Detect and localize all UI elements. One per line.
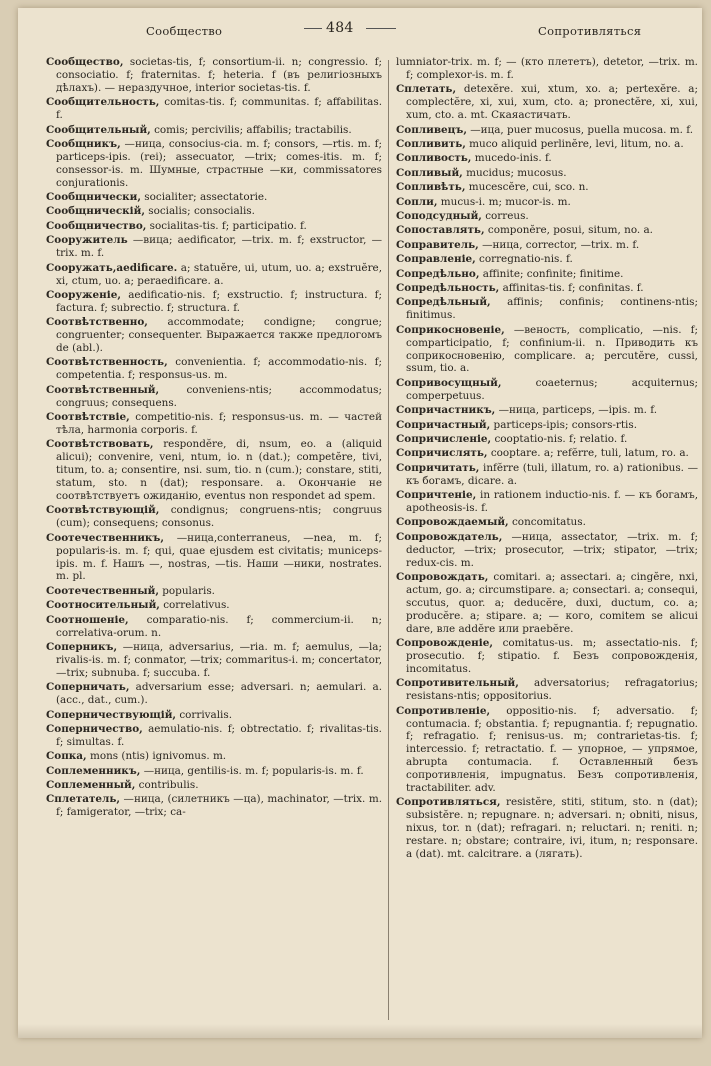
entry-definition: socialiter; assectatorie.: [141, 191, 268, 204]
dictionary-entry: [396, 224, 698, 237]
dictionary-entry: [396, 181, 698, 194]
entry-definition: mucus-i. m; mucor-is. m.: [437, 195, 571, 208]
dictionary-entry: [46, 316, 382, 355]
entry-definition: competitio-nis. f; responsus-us. m. — частей тѣла, harmonia corporis. f.: [56, 411, 382, 436]
page-number: 484: [326, 20, 354, 36]
dictionary-entry: [396, 239, 698, 252]
entry-definition: comparatio-nis. f; commercium-ii. n; correlativa-orum. n.: [56, 613, 382, 639]
dictionary-entry: [396, 462, 698, 488]
dictionary-entry: [46, 793, 382, 819]
entry-definition: adversatorius; refragatorius; resistans-ntis; oppositorius.: [406, 677, 698, 703]
dictionary-entry: [46, 124, 382, 137]
entry-definition: comitas-tis. f; communitas. f; affabilitas. f.: [56, 96, 382, 122]
entry-definition: aedificatio-nis. f; exstructio. f; instructura. f; factura. f; subrectio. f; structura. f.: [56, 288, 382, 314]
entry-headword: Соотвѣтствіе,: [46, 411, 130, 424]
dictionary-entry: [46, 356, 382, 382]
dictionary-entry: [46, 205, 382, 218]
entry-headword: Сооружать,aedificare.: [46, 261, 178, 274]
entry-headword: Сообщникъ,: [46, 137, 121, 150]
entry-definition: convenientia. f; accommodatio-nis. f; competentia. f; responsus-us. m.: [56, 356, 382, 382]
entry-definition: socialitas-tis. f; participatio. f.: [146, 219, 307, 232]
dictionary-entry: [396, 296, 698, 322]
entry-headword: Соправленіе,: [396, 253, 476, 266]
dictionary-entry: [46, 532, 382, 584]
dictionary-entry: [396, 268, 698, 281]
entry-headword: Соотвѣтственный,: [46, 383, 160, 396]
dictionary-entry: [46, 504, 382, 530]
dictionary-entry: [396, 253, 698, 266]
dictionary-entry: [396, 210, 698, 223]
entry-headword: Сопровождаемый,: [396, 516, 509, 529]
entry-definition: —ница,conterraneus, —nea, m. f; popularis-is. m. f; qui, quae ejusdem est civitatis; municeps-ipis. m. f. Нашъ —, nostras, —tis. Наши —ники, nostrates. m. pl.: [56, 531, 382, 583]
dictionary-entry: [46, 585, 382, 598]
dictionary-entry: [396, 152, 698, 165]
header-right-guideword: Сопротивляться: [538, 24, 642, 38]
dictionary-entry: [46, 220, 382, 233]
entry-definition: affinitas-tis. f; confinitas. f.: [499, 282, 644, 294]
entry-headword: Сопливецъ,: [396, 123, 467, 136]
entry-definition: infĕrre (tuli, illatum, ro. a) rationibus. — къ богамъ, dicare. a.: [406, 461, 698, 487]
entry-definition: resistĕre, stiti, stitum, sto. n (dat); subsistĕre. n; repugnare. n; adversari. n; obniti, nisus, nixus, tor. n (dat); refragari. n; reluctari. n; reniti. n; restare. n; obstare; contraire, ivi, itum, n; responsare. a (dat). mt. calcitrare. a (лягать).: [406, 796, 698, 861]
entry-headword: Сообщническій,: [46, 205, 145, 218]
entry-definition: oppositio-nis. f; adversatio. f; contumacia. f; obstantia. f; repugnantia. f; repugnatio. f; refragatio. f; renisus-us. m; contrarietas-tis. f; intercessio. f; retractatio. f. — упорное, — упрямое, abrupta contumacia. f. Оставленный безъ сопротивленія, impugnatus. Безъ сопротивленія, tractabiliter. adv.: [406, 704, 698, 795]
entry-definition: correlativus.: [159, 599, 230, 612]
entry-headword: Соподсудный,: [396, 209, 482, 222]
entry-headword: Соотечественный,: [46, 584, 159, 597]
header-left-guideword: Сообщество: [146, 24, 223, 38]
entry-definition: comis; percivilis; affabilis; tractabilis.: [150, 123, 352, 136]
entry-headword: Сопротивительный,: [396, 677, 519, 690]
entry-definition: aemulatio-nis. f; obtrectatio. f; rivalitas-tis. f; simultas. f.: [56, 722, 382, 748]
entry-definition: corregnatio-nis. f.: [475, 253, 573, 266]
left-column: [46, 56, 382, 821]
column-divider: [388, 60, 389, 1020]
entry-headword: Соперничество,: [46, 722, 143, 735]
entry-headword: Сплетатель,: [46, 793, 121, 806]
entry-definition: corrivalis.: [176, 708, 232, 721]
entry-headword: Сопли,: [396, 195, 438, 208]
entry-definition: lumniator-trix. m. f; — (кто плететъ), detetor, —trix. m. f; complexor-is. m. f.: [396, 56, 698, 81]
entry-headword: Соперничествующій,: [46, 708, 177, 721]
entry-definition: —ница, gentilis-is. m. f; popularis-is. m. f.: [140, 764, 364, 777]
entry-headword: Сопредѣльность,: [396, 282, 500, 294]
dictionary-entry: [46, 614, 382, 640]
entry-headword: Сопредѣльно,: [396, 267, 480, 280]
entry-headword: Соперникъ,: [46, 640, 118, 653]
dictionary-entry: [46, 750, 382, 763]
dictionary-entry: [46, 96, 382, 122]
entry-definition: correus.: [481, 209, 529, 222]
entry-headword: Сплетать,: [396, 83, 457, 96]
entry-headword: Сообщничество,: [46, 219, 147, 232]
dictionary-entry: [396, 796, 698, 861]
entry-definition: —ница, (силетникъ —ца), machinator, —trix. m. f; famigerator, —trix; ca-: [56, 793, 382, 819]
entry-definition: accommodate; condigne; congrue; congruenter; consequenter. Выражается также предлогомъ de (abl.).: [56, 316, 382, 355]
dictionary-entry: [396, 419, 698, 432]
dictionary-entry: [46, 765, 382, 778]
dictionary-entry: [46, 262, 382, 288]
dictionary-entry: [396, 705, 698, 795]
dictionary-entry: [46, 723, 382, 749]
entry-headword: Сопричислять,: [396, 447, 488, 460]
dictionary-entry: [396, 56, 698, 82]
dictionary-entry: [396, 516, 698, 529]
entry-definition: societas-tis, f; consortium-ii. n; congressio. f; consociatio. f; fraternitas. f; heteria. f (въ религіозныхъ дѣлахъ). — нераздучное, interior societas-tis. f.: [56, 56, 382, 94]
entry-headword: Соотвѣтственность,: [46, 356, 168, 369]
dictionary-entry: [396, 196, 698, 209]
entry-definition: particeps-ipis; consors-rtis.: [490, 418, 638, 431]
entry-definition: in rationem inductio-nis. f. — къ богамъ, apotheosis-is. f.: [406, 489, 698, 514]
entry-headword: Сооруженіе,: [46, 288, 121, 301]
entry-headword: Сооружитель: [46, 234, 128, 247]
entry-definition: —ница, consocius-cia. m. f; consors, —rtis. m. f; particeps-ipis. (rei); assecuator, —trix; comes-itis. m. f; consessor-is. m. Шумные, страстные —ки, commissatores conjurationis.: [56, 137, 382, 189]
dictionary-entry: [396, 167, 698, 180]
entry-definition: mucescĕre, cui, sco. n.: [465, 181, 589, 194]
dictionary-entry: [396, 138, 698, 151]
entry-definition: detexĕre. xui, xtum, xo. a; pertexĕre. a; complectĕre, xi, xui, xum, cto. a; pronectĕre, xi, xui, xum, cto. a. mt. Скаяастичать.: [406, 83, 698, 122]
dictionary-entry: [46, 779, 382, 792]
dictionary-entry: [396, 324, 698, 376]
entry-definition: affinis; confinis; continens-ntis; finitimus.: [406, 296, 698, 322]
dictionary-entry: [396, 637, 698, 676]
entry-definition: —ница, corrector, —trix. m. f.: [478, 238, 640, 251]
dictionary-entry: [46, 56, 382, 95]
page-bottom-shadow: [18, 1024, 702, 1038]
dictionary-entry: [46, 599, 382, 612]
entry-definition: condignus; congruens-ntis; congruus (cum); consequens; consonus.: [56, 504, 382, 530]
entry-definition: mucedo-inis. f.: [471, 152, 552, 165]
entry-headword: Соперничать,: [46, 681, 130, 694]
entry-definition: mons (ntis) ignivomus. m.: [86, 750, 227, 763]
entry-definition: adversarium esse; adversari. n; aemulari. a. (acc., dat., cum.).: [56, 681, 382, 707]
dictionary-page: [18, 8, 702, 1038]
entry-definition: —ница, adversarius, —ria. m. f; aemulus, —la; rivalis-is. m. f; conmator, —trix; commaritus-i. m; concertator, —trix; subnuba. f; succuba. f.: [56, 640, 382, 679]
entry-headword: Сопричастникъ,: [396, 404, 496, 417]
dictionary-entry: [396, 447, 698, 460]
entry-definition: —веность, complicatio, —nis. f; comparticipatio, f; confinium-ii. n. Приводить къ соприкосновенію, complicare. a; percutĕre, cussi, ssum, tio. a.: [406, 323, 698, 375]
entry-headword: Сопровожденіе,: [396, 637, 493, 650]
entry-headword: Сопротивляться,: [396, 796, 501, 809]
dictionary-entry: [396, 531, 698, 570]
entry-headword: Сопливить,: [396, 137, 466, 150]
entry-definition: cooptare. a; refĕrre, tuli, latum, ro. a.: [487, 447, 689, 460]
entry-headword: Сопротивленіе,: [396, 704, 491, 717]
dictionary-entry: [46, 138, 382, 190]
entry-headword: Сопка,: [46, 750, 87, 763]
entry-definition: —ица, puer mucosus, puella mucosa. m. f.: [466, 123, 694, 136]
entry-headword: Соотвѣтствующій,: [46, 504, 160, 517]
dictionary-entry: [396, 124, 698, 137]
entry-definition: conveniens-ntis; accommodatus; congruus; consequens.: [56, 383, 382, 409]
entry-headword: Соотносительный,: [46, 599, 160, 612]
entry-definition: comitari. a; assectari. a; cingĕre, nxi, actum, go. a; circumstipare. a; consectari. a; consequi, sccutus, quor. a; deducĕre, duxi, ductum, co. a; producĕre. a; stipare. a; — кого, comitem se alicui dare, вле addĕre или praebĕre.: [406, 571, 698, 635]
dictionary-entry: [46, 438, 382, 503]
entry-headword: Соприкосновеніе,: [396, 323, 505, 336]
entry-headword: Сопливѣть,: [396, 181, 466, 194]
entry-definition: comitatus-us. m; assectatio-nis. f; prosecutio. f; stipatio. f. Безъ сопровожденія, incomitatus.: [406, 637, 698, 675]
dictionary-entry: [46, 191, 382, 204]
entry-headword: Сопровождатель,: [396, 530, 503, 543]
right-column: [396, 56, 698, 862]
entry-definition: —ница, particeps, —ipis. m. f.: [495, 404, 658, 417]
dictionary-entry: [46, 234, 382, 260]
entry-definition: concomitatus.: [508, 516, 586, 529]
dictionary-entry: [46, 411, 382, 437]
entry-definition: cooptatio-nis. f; relatio. f.: [491, 432, 628, 445]
dictionary-entry: [396, 489, 698, 515]
entry-definition: socialis; consocialis.: [144, 205, 255, 218]
dictionary-entry: [46, 709, 382, 722]
entry-headword: Сопливость,: [396, 152, 472, 165]
dictionary-entry: [46, 289, 382, 315]
entry-headword: Сообщительность,: [46, 96, 160, 109]
entry-definition: affinite; confinite; finitime.: [479, 267, 624, 280]
entry-definition: a; statuĕre, ui, utum, uo. a; exstruĕre, xi, ctum, uo. a; peraedificare. a.: [56, 261, 382, 287]
entry-headword: Соправитель,: [396, 238, 479, 251]
entry-headword: Сопричтеніе,: [396, 489, 477, 502]
entry-definition: respondĕre, di, nsum, eo. a (aliquid alicui); convenire, veni, ntum, io. n (dat.); competĕre, tivi, titum, to. a; consentire, nsi. sum, tio. n (cum.); constare, stiti, statum, sto. n (dat); responsare. a. Окончаніе не соотвѣтствуетъ ожиданію, eventus non respondet ad spem.: [56, 438, 382, 502]
entry-headword: Соотвѣтствовать,: [46, 438, 154, 451]
entry-headword: Сопричисленіе,: [396, 432, 492, 445]
entry-headword: Сопливый,: [396, 166, 463, 179]
entry-headword: Соотношеніе,: [46, 613, 129, 626]
entry-headword: Сопровождать,: [396, 571, 489, 584]
dictionary-entry: [396, 377, 698, 403]
entry-headword: Сообщительный,: [46, 123, 151, 136]
entry-headword: Соотечественникъ,: [46, 531, 165, 544]
entry-headword: Сообщество,: [46, 56, 124, 68]
entry-headword: Соплеменникъ,: [46, 764, 141, 777]
entry-definition: muco aliquid perlinĕre, levi, litum, no. a.: [465, 137, 684, 150]
dictionary-entry: [46, 681, 382, 707]
header-dash-left: [304, 28, 322, 29]
entry-definition: popularis.: [158, 584, 215, 597]
page-header: [18, 20, 702, 42]
dictionary-entry: [396, 83, 698, 122]
entry-definition: —ница, assectator, —trix. m. f; deductor, —trix; prosecutor, —trix; stipator, —trix; redux-cis. m.: [406, 530, 698, 569]
entry-definition: coaeternus; acquiternus; comperpetuus.: [406, 376, 698, 402]
entry-headword: Сопричитать,: [396, 461, 480, 474]
entry-definition: componĕre, posui, situm, no. a.: [484, 224, 653, 237]
entry-headword: Сопоставлять,: [396, 224, 485, 237]
header-dash-right: [366, 28, 396, 29]
entry-headword: Сопривосущный,: [396, 376, 502, 389]
dictionary-entry: [396, 677, 698, 703]
entry-headword: Соотвѣтственно,: [46, 316, 148, 329]
dictionary-entry: [46, 641, 382, 680]
dictionary-entry: [396, 404, 698, 417]
dictionary-entry: [46, 384, 382, 410]
entry-headword: Соплеменный,: [46, 779, 136, 792]
dictionary-entry: [396, 282, 698, 295]
entry-headword: Сопричастный,: [396, 418, 491, 431]
entry-headword: Сопредѣльный,: [396, 296, 491, 309]
dictionary-entry: [396, 571, 698, 636]
entry-headword: Сообщнически,: [46, 191, 141, 204]
entry-definition: —вица; aedificator, —trix. m. f; exstructor, —trix. m. f.: [56, 234, 382, 260]
entry-definition: contribulis.: [135, 779, 199, 792]
dictionary-entry: [396, 433, 698, 446]
entry-definition: mucidus; mucosus.: [462, 166, 567, 179]
